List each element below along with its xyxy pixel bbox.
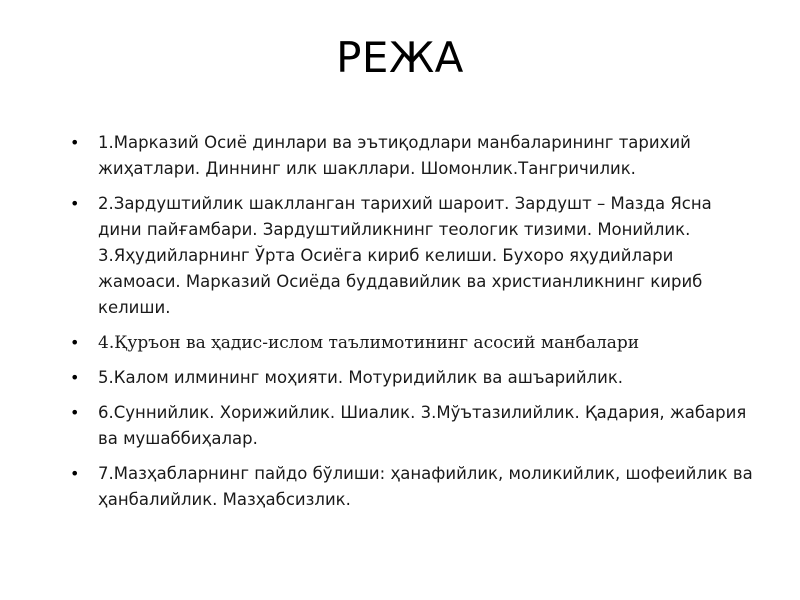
bullet-item-2 <box>68 191 758 321</box>
bullet-item-3 <box>68 330 758 356</box>
bullet-icon: • <box>70 133 80 152</box>
bullet-icon: • <box>70 368 80 387</box>
bullet-item-5 <box>68 400 758 452</box>
bullet-icon: • <box>70 333 80 352</box>
bullet-icon: • <box>70 403 80 422</box>
bullet-text: 7.Мазҳабларнинг пайдо бўлиши: ҳанафийлик, моликийлик, шофеийлик ва ҳанбалийлик. Мазҳабсизлик. <box>98 464 753 509</box>
bullet-item-1 <box>68 130 758 182</box>
bullet-icon: • <box>70 194 80 213</box>
bullet-icon: • <box>70 464 80 483</box>
bullet-item-6 <box>68 461 758 513</box>
bullet-text: 5.Калом илмининг моҳияти. Мотуридийлик ва ашъарийлик. <box>98 368 624 387</box>
bullet-item-4 <box>68 365 758 391</box>
bullet-text: 2.Зардуштийлик шаклланган тарихий шароит. Зардушт – Мазда Ясна дини пайғамбари. Зардуштийликнинг теологик тизими. Монийлик. 3.Яҳудийларнинг Ўрта Осиёга кириб келиши. Бухоро яҳудийлари жамоаси. Марказий Осиёда буддавийлик ва христианликнинг кириб келиши. <box>98 194 712 317</box>
bullet-text: 1.Марказий Осиё динлари ва эътиқодлари манбаларининг тарихий жиҳатлари. Диннинг илк шакллари. Шомонлик.Тангричилик. <box>98 133 691 178</box>
bullet-list <box>68 130 758 522</box>
bullet-text: 6.Суннийлик. Хорижийлик. Шиалик. 3.Мўътазилийлик. Қадария, жабария ва мушаббиҳалар. <box>98 403 747 448</box>
slide-title: РЕЖА <box>336 33 464 82</box>
bullet-text: 4.Қуръон ва ҳадис-ислом таълимотининг асосий манбалари <box>98 333 640 353</box>
